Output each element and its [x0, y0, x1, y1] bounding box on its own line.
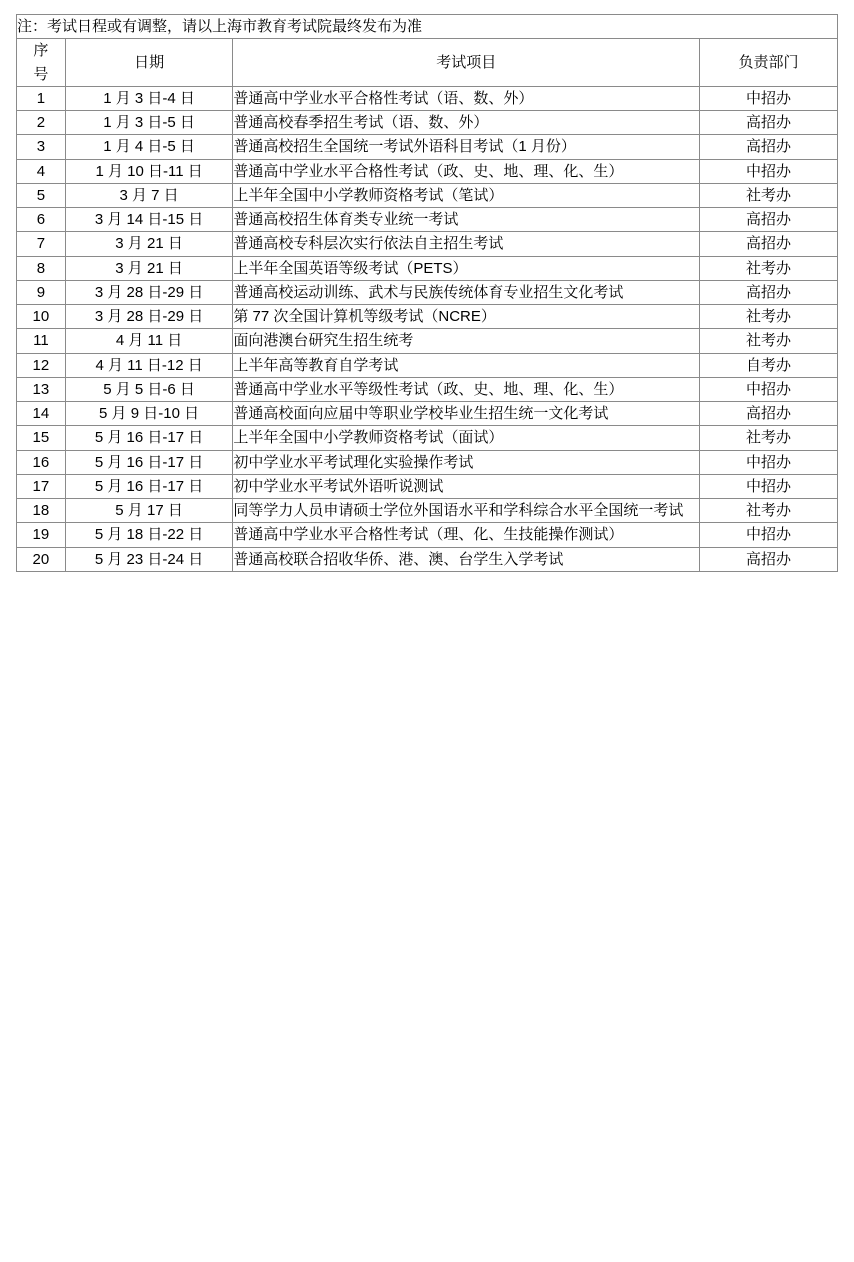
cell-dept: 高招办: [700, 208, 838, 232]
table-row: [17, 523, 838, 547]
cell-no: 20: [17, 547, 66, 571]
table-row: [17, 208, 838, 232]
cell-no: 10: [17, 305, 66, 329]
table-row: [17, 232, 838, 256]
header-date: 日期: [65, 39, 233, 87]
cell-date: 1 月 3 日-4 日: [65, 86, 233, 110]
table-row: [17, 329, 838, 353]
table-row: [17, 86, 838, 110]
cell-date: 3 月 21 日: [65, 256, 233, 280]
cell-dept: 高招办: [700, 402, 838, 426]
cell-item: 普通高校联合招收华侨、港、澳、台学生入学考试: [233, 547, 700, 571]
cell-dept: 中招办: [700, 86, 838, 110]
header-item: 考试项目: [233, 39, 700, 87]
cell-no: 4: [17, 159, 66, 183]
cell-dept: 社考办: [700, 183, 838, 207]
cell-date: 5 月 23 日-24 日: [65, 547, 233, 571]
cell-no: 14: [17, 402, 66, 426]
table-row: [17, 450, 838, 474]
cell-date: 5 月 17 日: [65, 499, 233, 523]
cell-item: 普通高校专科层次实行依法自主招生考试: [233, 232, 700, 256]
cell-no: 1: [17, 86, 66, 110]
cell-date: 5 月 5 日-6 日: [65, 377, 233, 401]
cell-no: 3: [17, 135, 66, 159]
cell-no: 16: [17, 450, 66, 474]
cell-date: 5 月 18 日-22 日: [65, 523, 233, 547]
cell-item: 同等学力人员申请硕士学位外国语水平和学科综合水平全国统一考试: [233, 499, 700, 523]
cell-date: 1 月 3 日-5 日: [65, 111, 233, 135]
cell-dept: 中招办: [700, 474, 838, 498]
cell-no: 15: [17, 426, 66, 450]
cell-item: 普通高校面向应届中等职业学校毕业生招生统一文化考试: [233, 402, 700, 426]
exam-schedule-table: [16, 14, 838, 572]
cell-item: 初中学业水平考试外语听说测试: [233, 474, 700, 498]
cell-no: 11: [17, 329, 66, 353]
cell-no: 9: [17, 280, 66, 304]
header-no: [17, 39, 66, 87]
cell-dept: 自考办: [700, 353, 838, 377]
cell-item: 上半年全国中小学教师资格考试（面试）: [233, 426, 700, 450]
cell-date: 4 月 11 日-12 日: [65, 353, 233, 377]
cell-item: 初中学业水平考试理化实验操作考试: [233, 450, 700, 474]
header-no-line2: 号: [33, 65, 49, 83]
cell-dept: 社考办: [700, 499, 838, 523]
table-row: [17, 135, 838, 159]
cell-date: 1 月 4 日-5 日: [65, 135, 233, 159]
cell-date: 5 月 9 日-10 日: [65, 402, 233, 426]
cell-item: 普通高校招生体育类专业统一考试: [233, 208, 700, 232]
table-row: [17, 377, 838, 401]
table-row: [17, 499, 838, 523]
cell-dept: 高招办: [700, 135, 838, 159]
cell-item: 普通高中学业水平合格性考试（理、化、生技能操作测试）: [233, 523, 700, 547]
table-row: [17, 426, 838, 450]
cell-item: 上半年高等教育自学考试: [233, 353, 700, 377]
cell-date: 4 月 11 日: [65, 329, 233, 353]
cell-item: 普通高中学业水平合格性考试（语、数、外）: [233, 86, 700, 110]
cell-item: 普通高校运动训练、武术与民族传统体育专业招生文化考试: [233, 280, 700, 304]
note-text: 注：考试日程或有调整，请以上海市教育考试院最终发布为准: [17, 15, 838, 39]
cell-item: 普通高校招生全国统一考试外语科目考试（1 月份）: [233, 135, 700, 159]
table-row: [17, 547, 838, 571]
table-row: [17, 474, 838, 498]
table-row: [17, 159, 838, 183]
table-row: [17, 256, 838, 280]
cell-item: 普通高中学业水平合格性考试（政、史、地、理、化、生）: [233, 159, 700, 183]
cell-date: 1 月 10 日-11 日: [65, 159, 233, 183]
cell-dept: 高招办: [700, 547, 838, 571]
cell-item: 上半年全国中小学教师资格考试（笔试）: [233, 183, 700, 207]
table-body: [17, 86, 838, 571]
cell-date: 3 月 28 日-29 日: [65, 305, 233, 329]
cell-dept: 中招办: [700, 159, 838, 183]
cell-dept: 高招办: [700, 232, 838, 256]
table-header-row: [17, 39, 838, 87]
cell-dept: 高招办: [700, 280, 838, 304]
table-row: [17, 305, 838, 329]
cell-no: 8: [17, 256, 66, 280]
header-dept: 负责部门: [700, 39, 838, 87]
cell-date: 5 月 16 日-17 日: [65, 474, 233, 498]
cell-dept: 社考办: [700, 426, 838, 450]
cell-no: 13: [17, 377, 66, 401]
cell-dept: 社考办: [700, 305, 838, 329]
header-no-line1: 序: [33, 42, 49, 60]
cell-no: 2: [17, 111, 66, 135]
cell-dept: 高招办: [700, 111, 838, 135]
table-row: [17, 183, 838, 207]
cell-no: 6: [17, 208, 66, 232]
cell-date: 3 月 21 日: [65, 232, 233, 256]
cell-item: 第 77 次全国计算机等级考试（NCRE）: [233, 305, 700, 329]
cell-item: 面向港澳台研究生招生统考: [233, 329, 700, 353]
cell-date: 3 月 14 日-15 日: [65, 208, 233, 232]
cell-dept: 中招办: [700, 523, 838, 547]
cell-no: 18: [17, 499, 66, 523]
table-row: [17, 111, 838, 135]
cell-no: 7: [17, 232, 66, 256]
cell-dept: 社考办: [700, 329, 838, 353]
cell-dept: 中招办: [700, 377, 838, 401]
cell-item: 上半年全国英语等级考试（PETS）: [233, 256, 700, 280]
cell-item: 普通高中学业水平等级性考试（政、史、地、理、化、生）: [233, 377, 700, 401]
table-row: [17, 402, 838, 426]
table-row: [17, 280, 838, 304]
cell-no: 17: [17, 474, 66, 498]
cell-date: 5 月 16 日-17 日: [65, 450, 233, 474]
note-row: [17, 15, 838, 39]
cell-date: 5 月 16 日-17 日: [65, 426, 233, 450]
cell-no: 19: [17, 523, 66, 547]
cell-item: 普通高校春季招生考试（语、数、外）: [233, 111, 700, 135]
cell-no: 12: [17, 353, 66, 377]
cell-dept: 社考办: [700, 256, 838, 280]
cell-date: 3 月 7 日: [65, 183, 233, 207]
cell-no: 5: [17, 183, 66, 207]
table-row: [17, 353, 838, 377]
cell-dept: 中招办: [700, 450, 838, 474]
cell-date: 3 月 28 日-29 日: [65, 280, 233, 304]
